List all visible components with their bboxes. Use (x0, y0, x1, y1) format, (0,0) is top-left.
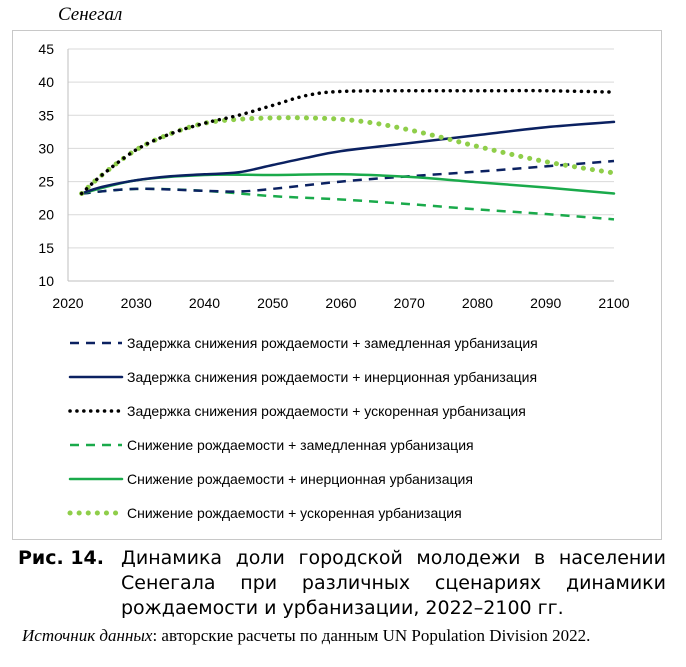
y-tick-label: 30 (38, 140, 54, 157)
series-lines (82, 91, 614, 220)
source-note (22, 626, 590, 646)
x-tick-label: 2020 (52, 295, 84, 311)
x-tick-label: 2070 (393, 295, 425, 311)
legend-label: Задержка снижения рождаемости + замедленная урбанизация (127, 335, 538, 351)
series-line (82, 122, 614, 194)
x-tick-label: 2030 (120, 295, 152, 311)
y-tick-label: 10 (38, 273, 54, 289)
y-tick-label: 45 (38, 41, 54, 57)
x-tick-label: 2060 (325, 295, 357, 311)
legend-label: Задержка снижения рождаемости + инерционная урбанизация (127, 369, 538, 385)
axes (38, 41, 629, 311)
legend-label: Задержка снижения рождаемости + ускоренная урбанизация (127, 403, 526, 419)
y-tick-label: 25 (38, 173, 54, 190)
y-tick-label: 35 (38, 107, 54, 124)
source-label: Источник данных (22, 626, 153, 645)
grid-lines (68, 49, 614, 248)
caption-text: Динамика доли городской молодежи в населении Сенегала при различных сценариях динамики рождаемости и урбанизации, 2022–2100 гг. (121, 547, 666, 619)
figure-caption (18, 546, 666, 621)
chart-title: Сенегал (58, 4, 123, 25)
legend-label: Снижение рождаемости + инерционная урбанизация (127, 471, 473, 487)
source-text: : авторские расчеты по данным UN Population Division 2022. (152, 626, 591, 645)
caption-label: Рис. 14. (18, 547, 104, 569)
legend-label: Снижение рождаемости + замедленная урбанизация (127, 437, 474, 453)
y-tick-label: 40 (38, 74, 54, 91)
y-tick-label: 20 (38, 206, 54, 223)
x-tick-label: 2080 (461, 295, 494, 311)
x-tick-label: 2040 (188, 295, 221, 311)
legend-label: Снижение рождаемости + ускоренная урбанизация (127, 505, 462, 521)
x-tick-label: 2090 (530, 295, 562, 311)
legend (70, 335, 538, 521)
x-tick-label: 2100 (598, 295, 630, 311)
y-tick-label: 15 (38, 239, 54, 256)
x-tick-label: 2050 (257, 295, 289, 311)
